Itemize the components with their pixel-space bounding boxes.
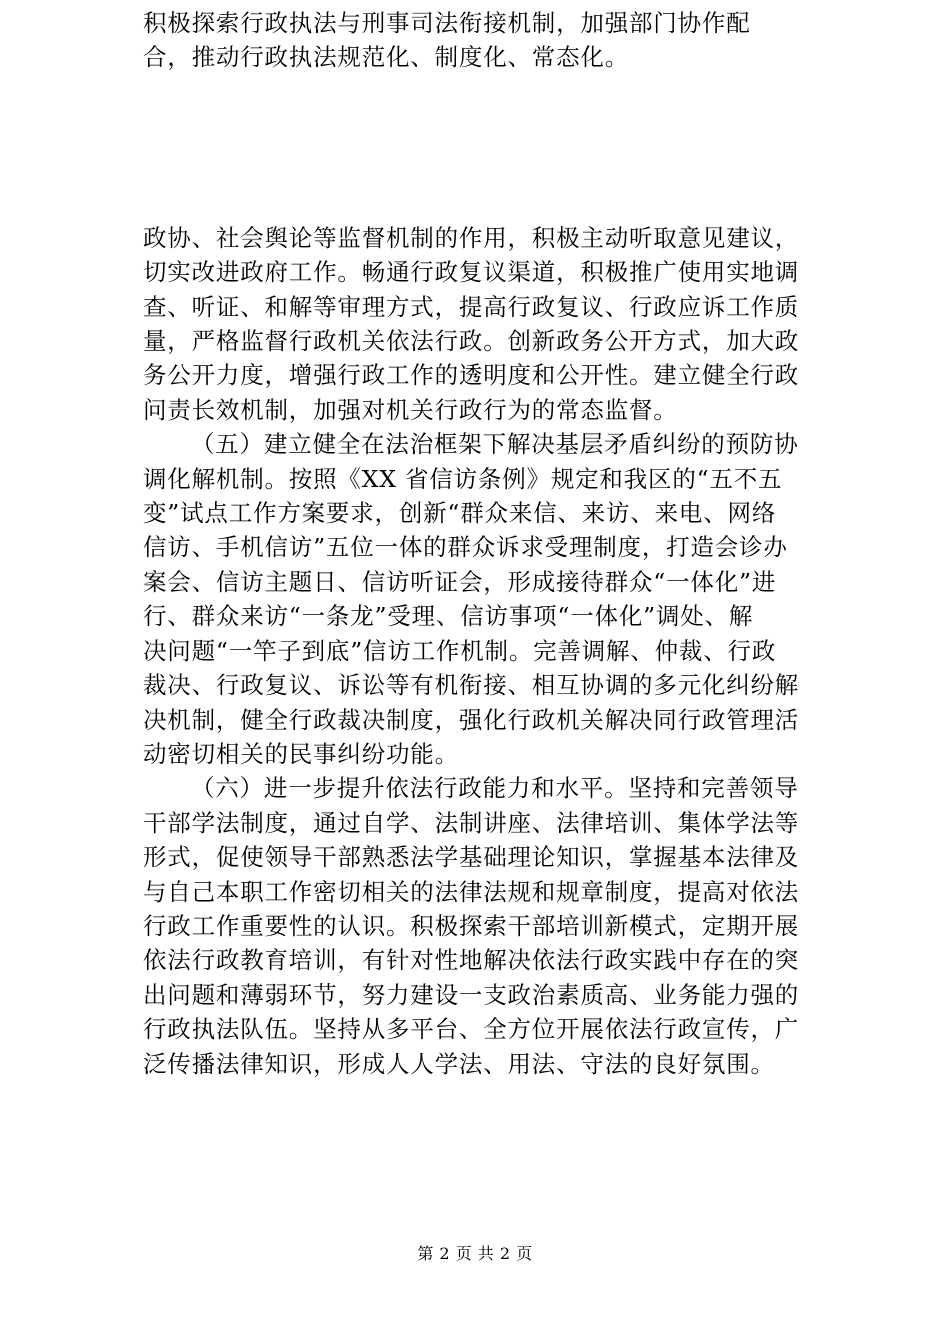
text-line: 合，推动行政执法规范化、制度化、常态化。 bbox=[143, 43, 629, 72]
text-line: 行政工作重要性的认识。积极探索干部培训新模式，定期开展 bbox=[143, 911, 800, 940]
page-number-label: 第 2 页 共 2 页 bbox=[417, 1244, 533, 1263]
text-line: 干部学法制度，通过自学、法制讲座、法律培训、集体学法等 bbox=[143, 808, 800, 837]
text-line: 行、群众来访“一条龙”受理、信访事项“一体化”调处、解 bbox=[143, 602, 754, 631]
paragraph-section-five bbox=[143, 427, 843, 771]
text-line: 切实改进政府工作。畅通行政复议渠道，积极推广使用实地调 bbox=[143, 258, 800, 287]
text-line: 查、听证、和解等审理方式，提高行政复议、行政应诉工作质 bbox=[143, 292, 800, 321]
text-line: （六）进一步提升依法行政能力和水平。坚持和完善领导 bbox=[191, 774, 799, 803]
text-line: 裁决、行政复议、诉讼等有机衔接、相互协调的多元化纠纷解 bbox=[143, 671, 800, 700]
text-line: 量，严格监督行政机关依法行政。创新政务公开方式，加大政 bbox=[143, 327, 800, 356]
text-line: 依法行政教育培训，有针对性地解决依法行政实践中存在的突 bbox=[143, 946, 800, 975]
text-line: 行政执法队伍。坚持从多平台、全方位开展依法行政宣传，广 bbox=[143, 1015, 800, 1044]
text-line: 与自己本职工作密切相关的法律法规和规章制度，提高对依法 bbox=[143, 877, 800, 906]
document-body bbox=[143, 6, 843, 1081]
text-line: 出问题和薄弱环节，努力建设一支政治素质高、业务能力强的 bbox=[143, 980, 800, 1009]
paragraph-supervision bbox=[143, 221, 843, 427]
text-line: 动密切相关的民事纠纷功能。 bbox=[143, 739, 459, 768]
text-line: 案会、信访主题日、信访听证会，形成接待群众“一体化”进 bbox=[143, 567, 777, 596]
text-line: 调化解机制。按照《XX 省信访条例》规定和我区的“五不五 bbox=[143, 464, 783, 493]
text-line: 决机制，健全行政裁决制度，强化行政机关解决同行政管理活 bbox=[143, 705, 800, 734]
paragraph-section-six bbox=[143, 771, 843, 1081]
blank-gap bbox=[143, 75, 843, 221]
text-line: 形式，促使领导干部熟悉法学基础理论知识，掌握基本法律及 bbox=[143, 843, 800, 872]
text-line: 变”试点工作方案要求，创新“群众来信、来访、来电、网络 bbox=[143, 499, 777, 528]
text-line: 信访、手机信访”五位一体的群众诉求受理制度，打造会诊办 bbox=[143, 533, 788, 562]
text-line: 问责长效机制，加强对机关行政行为的常态监督。 bbox=[143, 395, 678, 424]
text-line: 决问题“一竿子到底”信访工作机制。完善调解、仲裁、行政 bbox=[143, 636, 777, 665]
text-line: 务公开力度，增强行政工作的透明度和公开性。建立健全行政 bbox=[143, 361, 800, 390]
text-line: 政协、社会舆论等监督机制的作用，积极主动听取意见建议， bbox=[143, 223, 800, 252]
paragraph-tail-continued bbox=[143, 6, 843, 75]
page-footer bbox=[0, 1244, 950, 1264]
text-line: 积极探索行政执法与刑事司法衔接机制，加强部门协作配 bbox=[143, 9, 751, 37]
text-line: 泛传播法律知识，形成人人学法、用法、守法的良好氛围。 bbox=[143, 1049, 775, 1078]
text-line: （五）建立健全在法治框架下解决基层矛盾纠纷的预防协 bbox=[191, 430, 799, 459]
